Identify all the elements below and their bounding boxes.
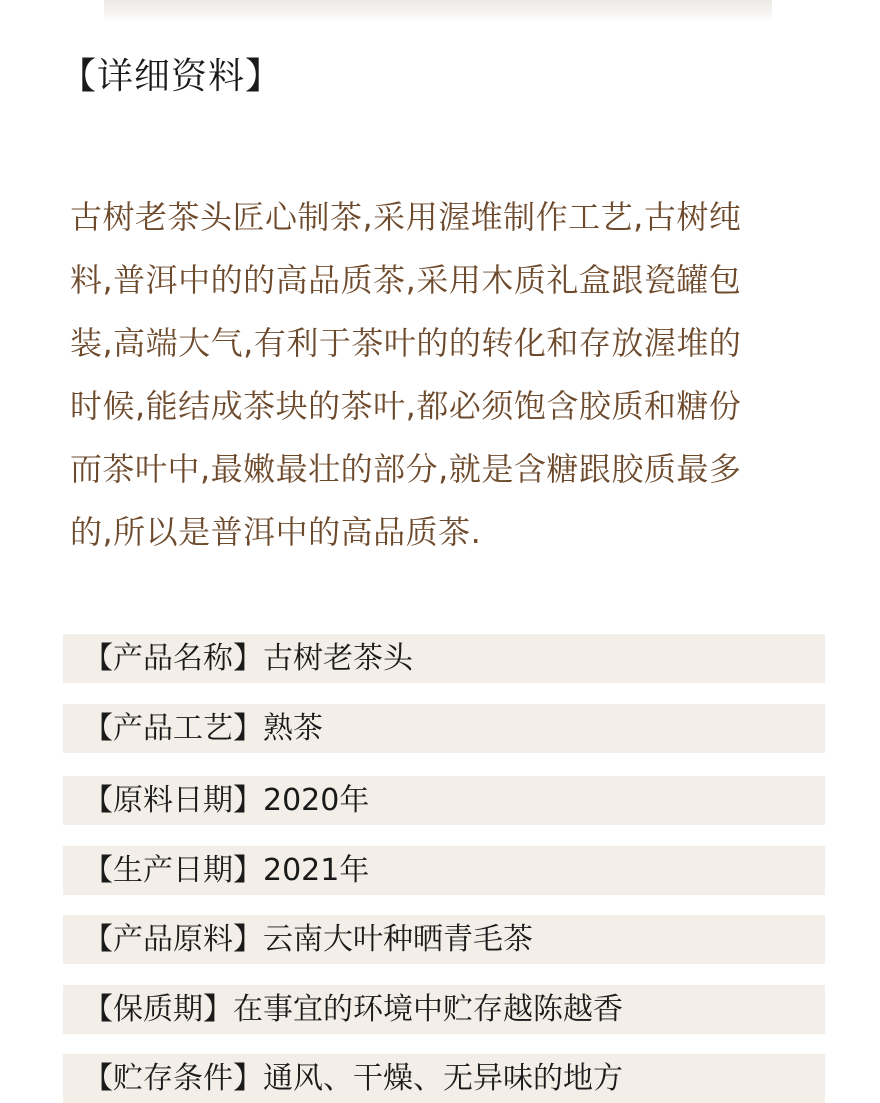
spec-value: 在事宜的环境中贮存越陈越香 bbox=[233, 992, 623, 1027]
spec-row-shelf-life bbox=[63, 985, 825, 1034]
spec-label: 【原料日期】 bbox=[83, 783, 263, 818]
spec-row-material-date bbox=[63, 776, 825, 825]
spec-row-process bbox=[63, 704, 825, 753]
spec-value: 2021年 bbox=[263, 853, 370, 888]
spec-value: 古树老茶头 bbox=[263, 641, 413, 676]
spec-value: 通风、干燥、无异味的地方 bbox=[263, 1061, 623, 1096]
spec-label: 【贮存条件】 bbox=[83, 1061, 263, 1096]
spec-row-storage bbox=[63, 1054, 825, 1103]
description-line: 而茶叶中,最嫩最壮的部分,就是含糖跟胶质最多 bbox=[70, 450, 742, 488]
spec-value: 熟茶 bbox=[263, 711, 323, 746]
spec-label: 【产品工艺】 bbox=[83, 711, 263, 746]
spec-label: 【保质期】 bbox=[83, 992, 233, 1027]
description-line: 料,普洱中的的高品质茶,采用木质礼盒跟瓷罐包 bbox=[70, 261, 742, 299]
spec-label: 【产品名称】 bbox=[83, 641, 263, 676]
spec-row-raw-material bbox=[63, 915, 825, 964]
description-line: 时候,能结成茶块的茶叶,都必须饱含胶质和糖份 bbox=[70, 387, 742, 425]
product-description bbox=[70, 186, 832, 564]
spec-label: 【产品原料】 bbox=[83, 922, 263, 957]
description-line: 的,所以是普洱中的高品质茶. bbox=[70, 513, 482, 551]
spec-value: 2020年 bbox=[263, 783, 370, 818]
section-title: 【详细资料】 bbox=[60, 56, 283, 97]
description-line: 古树老茶头匠心制茶,采用渥堆制作工艺,古树纯 bbox=[70, 198, 742, 236]
top-image-edge bbox=[104, 0, 772, 22]
description-line: 装,高端大气,有利于茶叶的的转化和存放渥堆的 bbox=[70, 324, 742, 362]
spec-value: 云南大叶种晒青毛茶 bbox=[263, 922, 533, 957]
spec-label: 【生产日期】 bbox=[83, 853, 263, 888]
spec-row-production-date bbox=[63, 846, 825, 895]
spec-row-product-name bbox=[63, 634, 825, 683]
